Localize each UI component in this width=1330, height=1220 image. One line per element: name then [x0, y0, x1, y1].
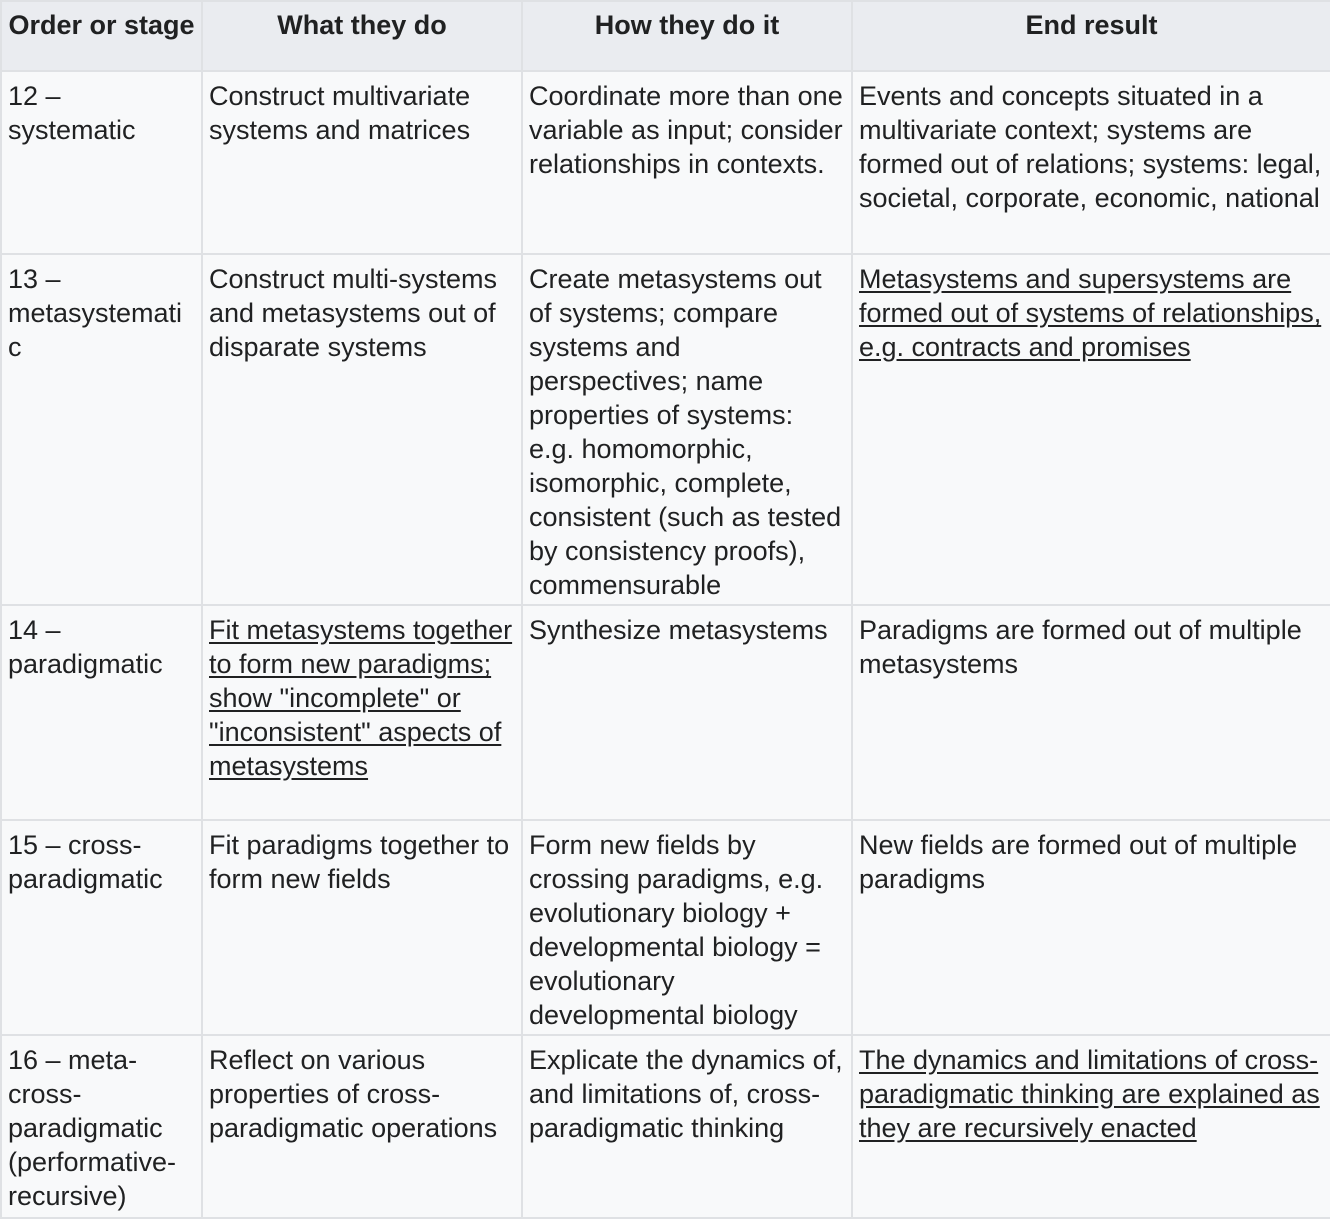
what-cell: Reflect on various properties of cross-paradigmatic operations	[202, 1035, 522, 1218]
header-end-result: End result	[852, 1, 1330, 71]
what-cell: Construct multi-systems and metasystems out of disparate systems	[202, 254, 522, 605]
what-cell: Construct multivariate systems and matrices	[202, 71, 522, 254]
header-what-they-do: What they do	[202, 1, 522, 71]
how-cell: Explicate the dynamics of, and limitations of, cross-paradigmatic thinking	[522, 1035, 852, 1218]
table-row	[1, 605, 1330, 820]
how-cell: Coordinate more than one variable as input; consider relationships in contexts.	[522, 71, 852, 254]
table-row	[1, 820, 1330, 1035]
stage-cell: 13 – metasystematic	[1, 254, 202, 605]
how-cell: Create metasystems out of systems; compare systems and perspectives; name properties of systems: e.g. homomorphic, isomorphic, complete, consistent (such as tested by consistency proofs), commensurable	[522, 254, 852, 605]
result-cell: Paradigms are formed out of multiple metasystems	[852, 605, 1330, 820]
stage-cell: 15 – cross-paradigmatic	[1, 820, 202, 1035]
table-row	[1, 1035, 1330, 1218]
result-link-text: Metasystems and supersystems are formed out of systems of relationships, e.g. contracts and promises	[859, 264, 1322, 362]
how-cell: Form new fields by crossing paradigms, e.g. evolutionary biology + developmental biology = evolutionary developmental biology	[522, 820, 852, 1035]
how-cell: Synthesize metasystems	[522, 605, 852, 820]
table-header-row	[1, 1, 1330, 71]
result-cell: New fields are formed out of multiple paradigms	[852, 820, 1330, 1035]
result-cell	[852, 1035, 1330, 1218]
header-how-they-do-it: How they do it	[522, 1, 852, 71]
stage-cell: 14 – paradigmatic	[1, 605, 202, 820]
result-cell	[852, 254, 1330, 605]
stage-cell: 16 – meta-cross-paradigmatic (performative-recursive)	[1, 1035, 202, 1218]
table-row	[1, 71, 1330, 254]
what-cell: Fit paradigms together to form new fields	[202, 820, 522, 1035]
what-cell	[202, 605, 522, 820]
result-cell: Events and concepts situated in a multivariate context; systems are formed out of relations; systems: legal, societal, corporate, economic, national	[852, 71, 1330, 254]
result-link-text: The dynamics and limitations of cross-paradigmatic thinking are explained as they are recursively enacted	[859, 1045, 1320, 1143]
header-order-or-stage: Order or stage	[1, 1, 202, 71]
table-row	[1, 254, 1330, 605]
stage-cell: 12 – systematic	[1, 71, 202, 254]
what-link-text: Fit metasystems together to form new paradigms; show "incomplete" or "inconsistent" aspects of metasystems	[209, 615, 513, 781]
